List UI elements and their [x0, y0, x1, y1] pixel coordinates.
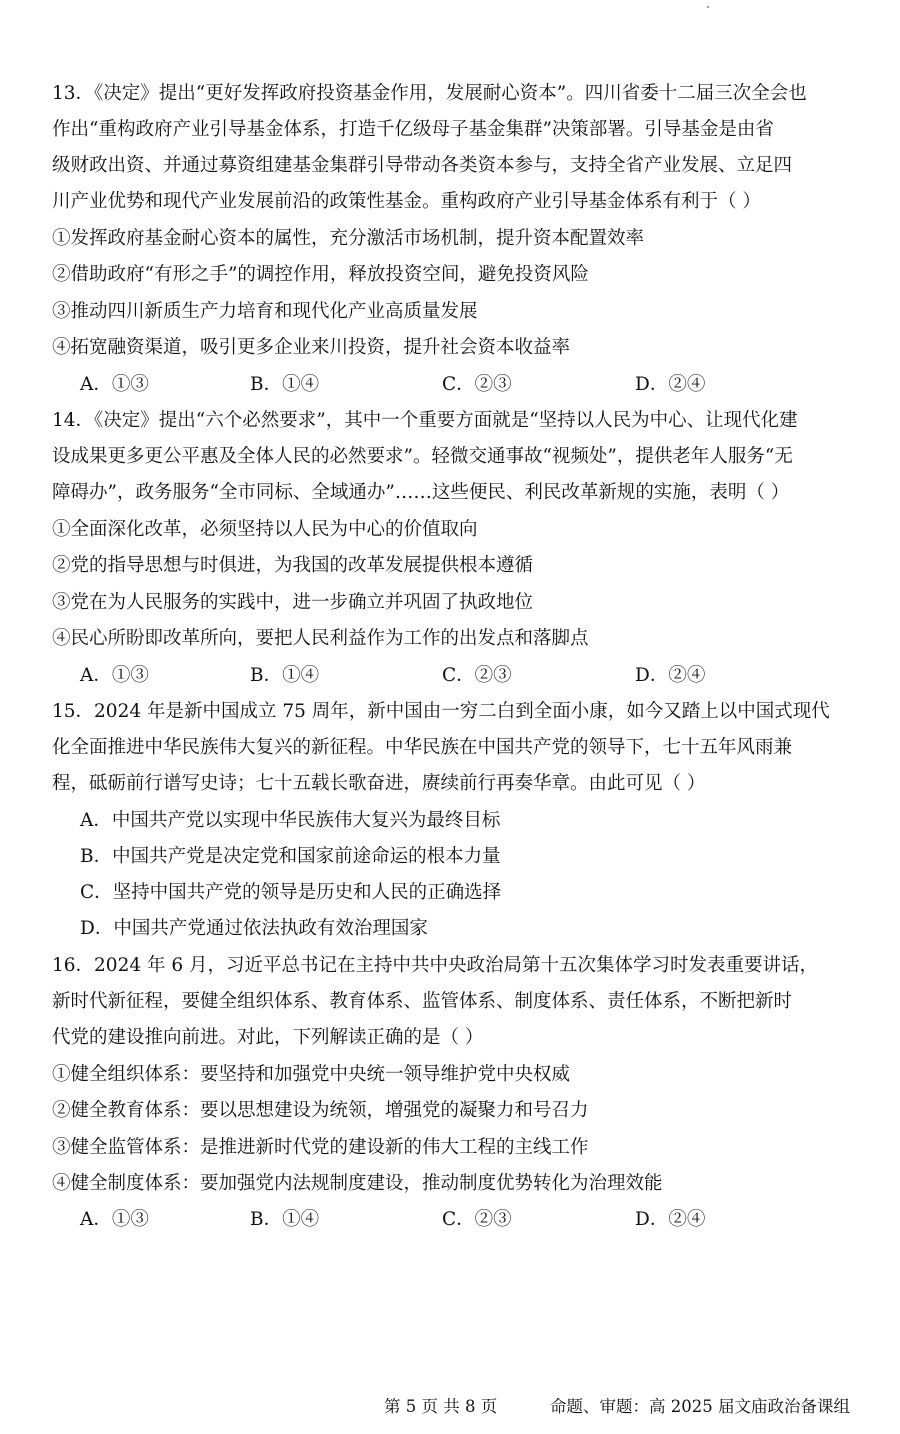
question-15-stem-line: 化全面推进中华民族伟大复兴的新征程。中华民族在中国共产党的领导下，七十五年风雨兼: [52, 737, 793, 758]
choice-b: B．①④: [250, 1209, 320, 1230]
question-13-statement-4: ④拓宽融资渠道，吸引更多企业来川投资，提升社会资本收益率: [52, 337, 571, 358]
question-15-stem-line: 程，砥砺前行谱写史诗；七十五载长歌奋进，赓续前行再奏华章。由此可见（ ）: [52, 773, 706, 794]
choice-b: B．①④: [250, 665, 320, 686]
choice-c: C．②③: [442, 665, 512, 686]
question-16-statement-2: ②健全教育体系：要以思想建设为统领，增强党的凝聚力和号召力: [52, 1100, 589, 1121]
choice-c: C．②③: [442, 374, 512, 395]
choice-d: D．②④: [635, 1209, 706, 1230]
question-15-option-d: D．中国共产党通过依法执政有效治理国家: [80, 918, 428, 939]
question-14-stem-line: 设成果更多更公平惠及全体人民的必然要求”。轻微交通事故“视频处”，提供老年人服务“无: [52, 446, 793, 467]
question-16-stem-line: 新时代新征程，要健全组织体系、教育体系、监管体系、制度体系、责任体系，不断把新时: [52, 991, 793, 1012]
question-13-stem-line: 川产业优势和现代产业发展前沿的政策性基金。重构政府产业引导基金体系有利于（ ）: [52, 191, 761, 212]
question-14-statement-4: ④民心所盼即改革所向，要把人民利益作为工作的出发点和落脚点: [52, 628, 589, 649]
question-15-option-a: A．中国共产党以实现中华民族伟大复兴为最终目标: [80, 810, 501, 831]
choice-d: D．②④: [635, 374, 706, 395]
choice-b: B．①④: [250, 374, 320, 395]
question-13-stem-line: 级财政出资、并通过募资组建基金集群引导带动各类资本参与，支持全省产业发展、立足四: [52, 155, 793, 176]
question-13-choices: [80, 373, 800, 397]
question-13-stem-line: 13．《决定》提出“更好发挥政府投资基金作用，发展耐心资本”。四川省委十二届三次全会也: [52, 83, 807, 104]
question-16-statement-4: ④健全制度体系：要加强党内法规制度建设，推动制度优势转化为治理效能: [52, 1173, 663, 1194]
choice-c: C．②③: [442, 1209, 512, 1230]
question-15-stem-line: 15．2024 年是新中国成立 75 周年，新中国由一穷二白到全面小康，如今又踏上以中国式现代: [52, 701, 830, 722]
choice-a: A．①③: [80, 665, 149, 686]
question-16-choices: [80, 1208, 800, 1232]
question-14-statement-2: ②党的指导思想与时俱进，为我国的改革发展提供根本遵循: [52, 555, 534, 576]
question-14-choices: [80, 664, 800, 688]
question-13-statement-2: ②借助政府“有形之手”的调控作用，释放投资空间，避免投资风险: [52, 264, 589, 285]
footer-credit: 命题、审题：高 2025 届文庙政治备课组: [550, 1397, 850, 1416]
question-14-statement-3: ③党在为人民服务的实践中，进一步确立并巩固了执政地位: [52, 592, 534, 613]
question-16-statement-1: ①健全组织体系：要坚持和加强党中央统一领导维护党中央权威: [52, 1064, 571, 1085]
scan-speck: [707, 6, 709, 8]
question-13-statement-1: ①发挥政府基金耐心资本的属性，充分激活市场机制，提升资本配置效率: [52, 228, 645, 249]
question-15-option-b: B．中国共产党是决定党和国家前途命运的根本力量: [80, 846, 501, 867]
question-16-stem-line: 代党的建设推向前进。对此，下列解读正确的是（ ）: [52, 1027, 484, 1048]
choice-d: D．②④: [635, 665, 706, 686]
question-14-stem-line: 障碍办”，政务服务“全市同标、全域通办”……这些便民、利民改革新规的实施，表明（ ）: [52, 482, 790, 503]
question-13-statement-3: ③推动四川新质生产力培育和现代化产业高质量发展: [52, 301, 478, 322]
question-14-stem-line: 14．《决定》提出“六个必然要求”，其中一个重要方面就是“坚持以人民为中心、让现代化建: [52, 410, 798, 431]
question-15-option-c: C．坚持中国共产党的领导是历史和人民的正确选择: [80, 882, 502, 903]
question-13-stem-line: 作出“重构政府产业引导基金体系，打造千亿级母子基金集群”决策部署。引导基金是由省: [52, 119, 774, 140]
question-16-stem-line: 16．2024 年 6 月，习近平总书记在主持中共中央政治局第十五次集体学习时发表重要讲话，: [52, 955, 819, 976]
question-14-statement-1: ①全面深化改革，必须坚持以人民为中心的价值取向: [52, 519, 478, 540]
choice-a: A．①③: [80, 374, 149, 395]
question-16-statement-3: ③健全监管体系：是推进新时代党的建设新的伟大工程的主线工作: [52, 1137, 589, 1158]
choice-a: A．①③: [80, 1209, 149, 1230]
page-number: 第 5 页 共 8 页: [384, 1397, 498, 1416]
